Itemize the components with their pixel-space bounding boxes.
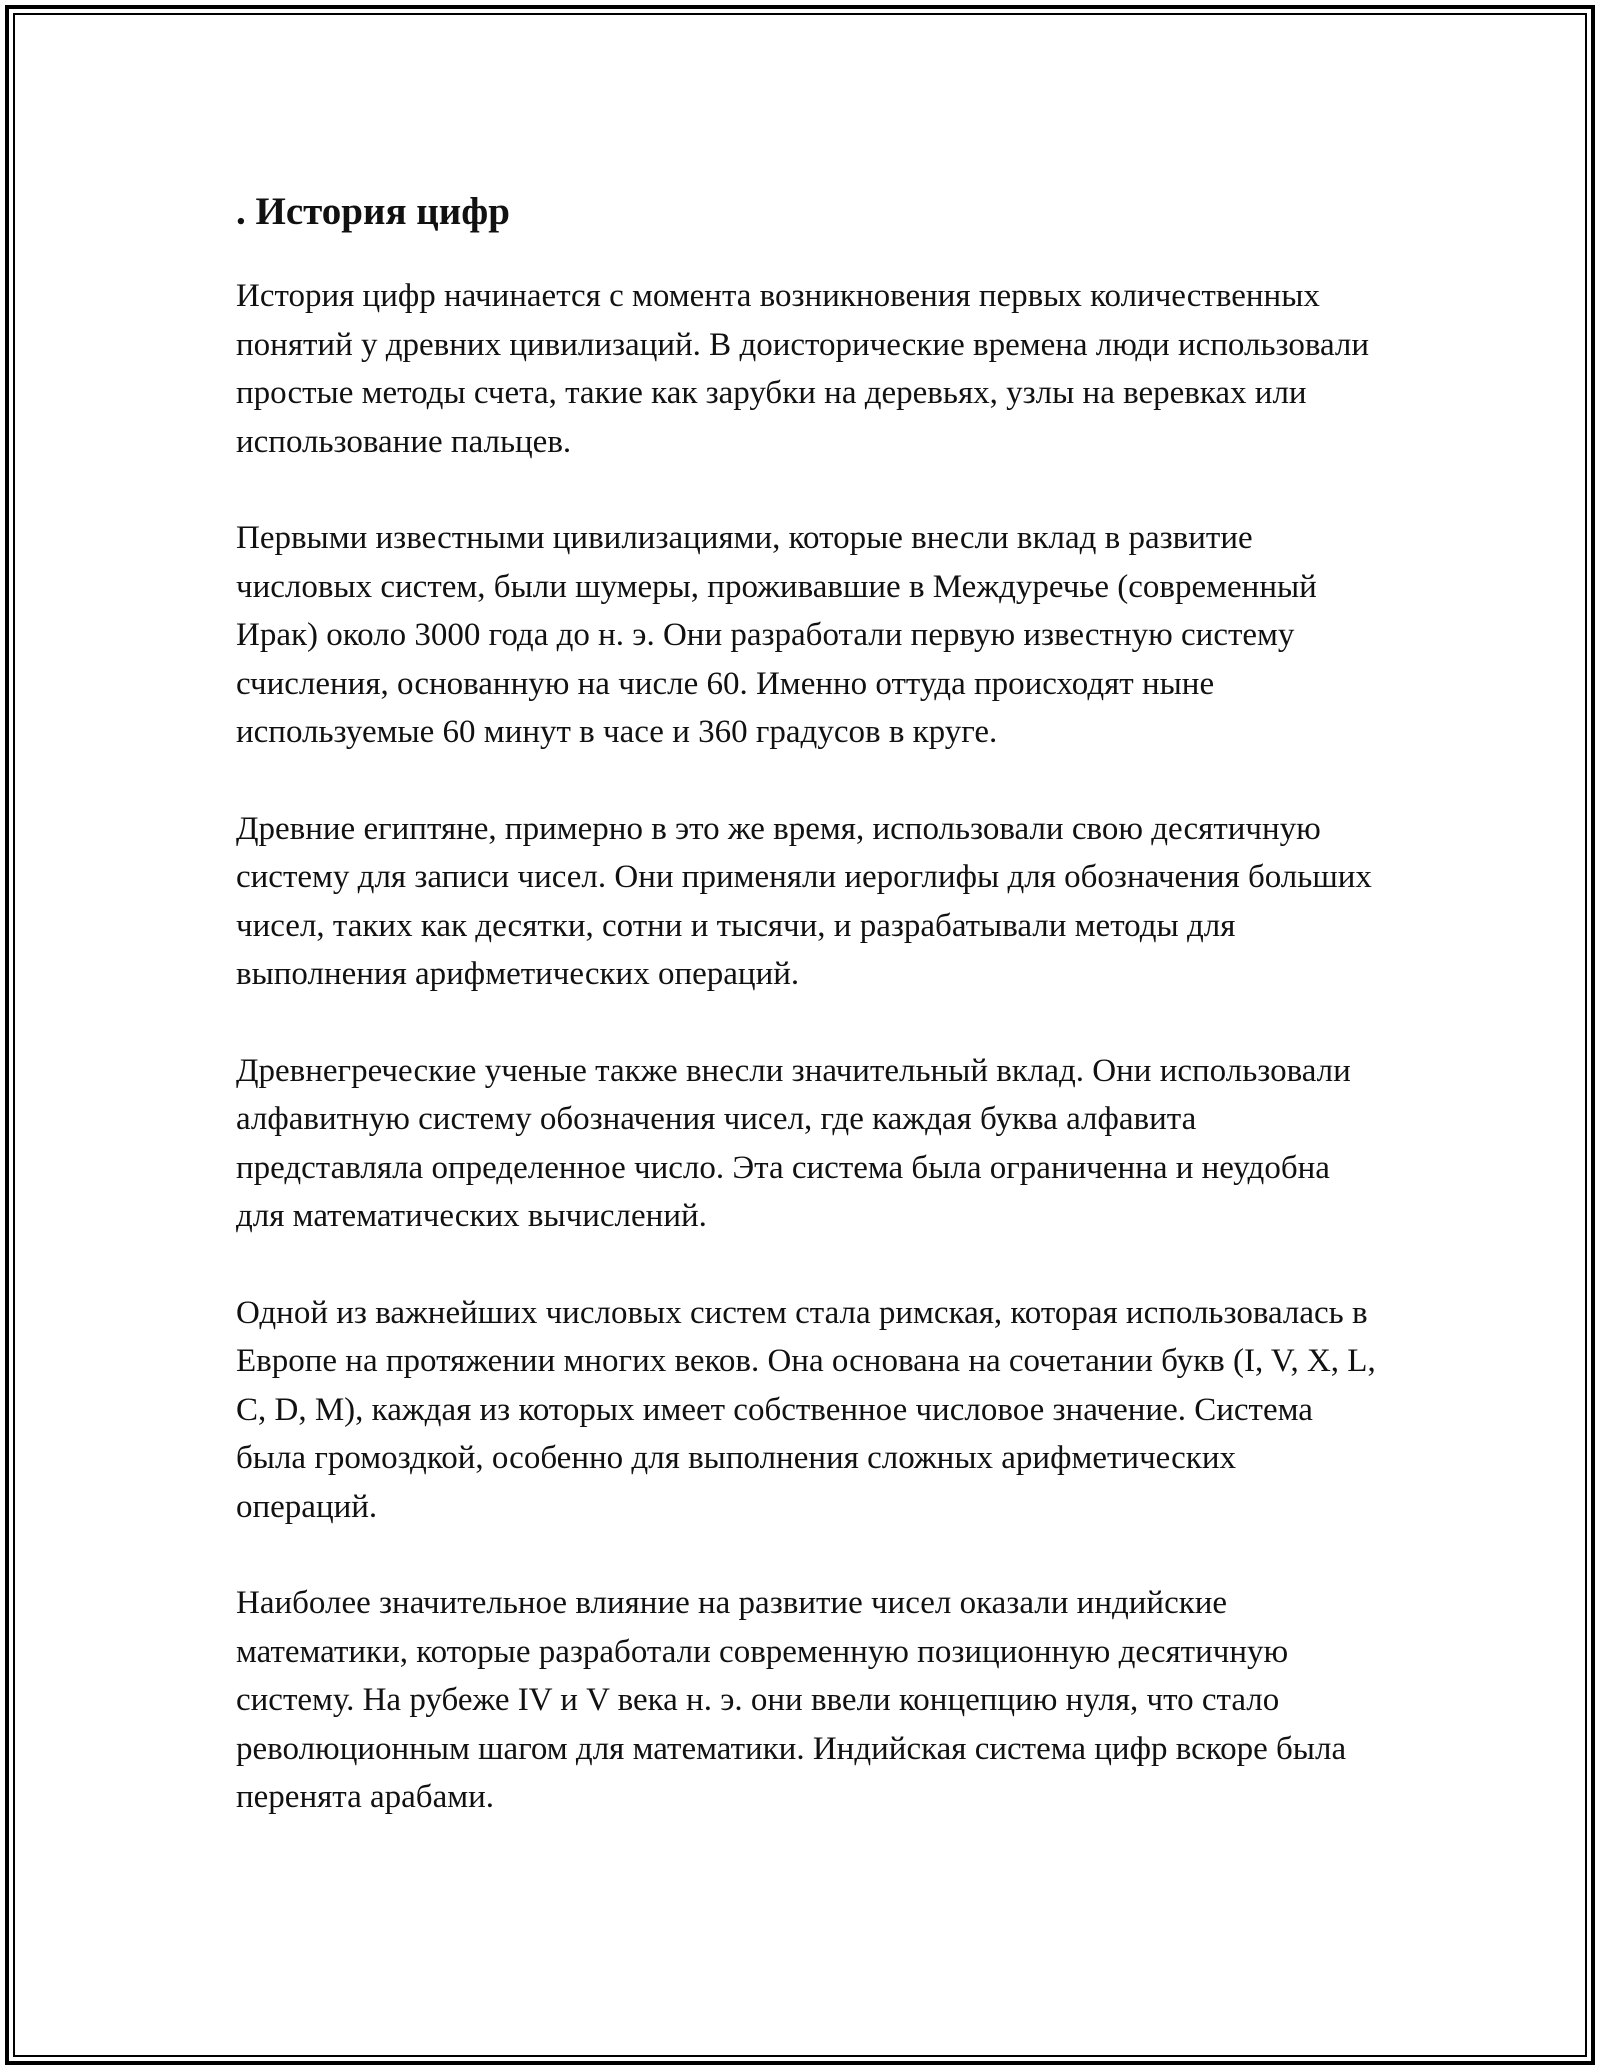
paragraph-4: Древнегреческие ученые также внесли значительный вклад. Они использовали алфавитную систему обозначения чисел, где каждая буква алфавита представляла определенное число. Эта система была ограниченна и неудобна для математических вычислений. [236,1052,1351,1234]
document-title: . История цифр [236,190,510,233]
paragraph-3: Древние египтяне, примерно в это же время, использовали свою десятичную систему для записи чисел. Они применяли иероглифы для обозначения больших чисел, таких как десятки, сотни и тысячи, и разрабатывали методы для выполнения арифметических операций. [236,810,1372,992]
paragraph-2: Первыми известными цивилизациями, которые внесли вклад в развитие числовых систем, были шумеры, проживавшие в Междуречье (современный Ирак) около 3000 года до н. э. Они разработали первую известную систему счисления, основанную на числе 60. Именно оттуда происходят ныне используемые 60 минут в часе и 360 градусов в круге. [236,520,1317,750]
document-body [236,186,1376,1870]
paragraph-1: История цифр начинается с момента возникновения первых количественных понятий у древних цивилизаций. В доисторические времена люди использовали простые методы счета, такие как зарубки на деревьях, узлы на веревках или использование пальцев. [236,278,1370,460]
paragraph-6: Наиболее значительное влияние на развитие чисел оказали индийские математики, которые разработали современную позиционную десятичную систему. На рубеже IV и V века н. э. они ввели концепцию нуля, что стало революционным шагом для математики. Индийская система цифр вскоре была перенята арабами. [236,1585,1347,1815]
paragraph-5: Одной из важнейших числовых систем стала римская, которая использовалась в Европе на протяжении многих веков. Она основана на сочетании букв (I, V, X, L, C, D, M), каждая из которых имеет собственное числовое значение. Система была громоздкой, особенно для выполнения сложных арифметических операций. [236,1294,1376,1525]
